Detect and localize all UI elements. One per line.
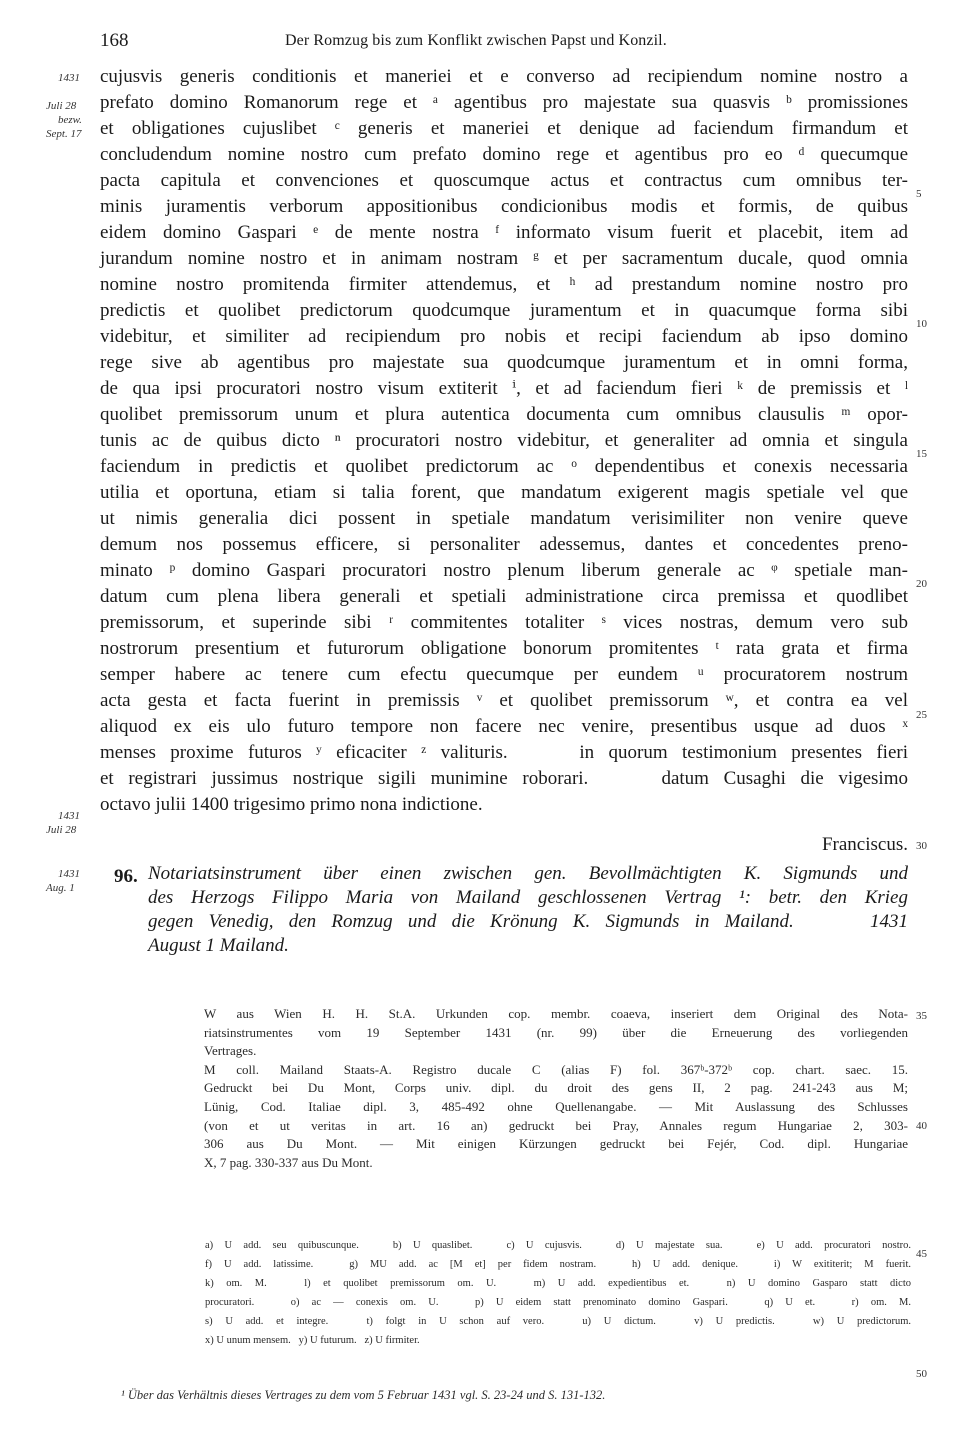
body-line: faciendum in predictis et quolibet predictorum ac ᵒ dependentibus et conexis necessaria [100,456,908,477]
body-line: et registrari jussimus nostrique sigili munimine roborari. datum Cusaghi die vigesimo [100,768,908,789]
line-number: 35 [916,1010,927,1022]
body-line: tunis ac de quibus dicto ⁿ procuratori nostro videbitur, et generaliter ad omnia et singula [100,430,908,451]
page-header [0,30,960,60]
source-line: M coll. Mailand Staats-A. Registro ducale C (alias F) fol. 367ᵇ-372ᵇ cop. chart. saec. 15. [204,1061,908,1077]
margin-date: bezw. [58,114,82,126]
title-line: August 1 Mailand. [148,935,289,956]
body-line: minis juramentis verborum appositionibus condicionibus modis et formis, de quibus [100,196,908,217]
footnote: ¹ Über das Verhältnis dieses Vertrages zu dem vom 5 Februar 1431 vgl. S. 23-24 und S. 131-132. [121,1388,606,1402]
source-line: W aus Wien H. H. St.A. Urkunden cop. membr. coaeva, inseriert dem Original des Nota- [204,1006,908,1021]
body-line: datum cum plena libera generali et spetiali administratione circa premissa et quodlibet [100,586,908,607]
signature: Franciscus. [821,834,908,855]
body-line: menses proxime futuros ʸ eficaciter ᶻ valituris. in quorum testimonium presentes fieri [100,742,908,763]
body-line: acta gesta et facta fuerint in premissis ᵛ et quolibet premissorum ʷ, et contra ea vel [100,690,908,711]
body-line: nostrorum presentium et futurorum obligatione bonorum promitentes ᵗ rata grata et firma [100,638,908,659]
body-line: videbitur, et similiter ad recipiendum pro nobis et recipi faciendum ab ipso domino [100,326,908,347]
variant-note-line: procuratori. o) ac — conexis om. U. p) U eidem statt prenominato domino Gaspari. q) U et. r) om. M. [205,1297,911,1308]
variant-note-line: s) U add. et integre. t) folgt in U schon auf vero. u) U dictum. v) U predictis. w) U predictorum. [205,1316,911,1327]
margin-date: 1431 [58,868,80,880]
body-line: concludendum nomine nostro cum prefato domino rege et agentibus pro eo ᵈ quecumque [100,144,908,165]
body-line: quolibet premissorum unum et plura autentica documenta cum omnibus clausulis ᵐ opor- [100,404,908,425]
line-number: 15 [916,448,927,460]
source-line: (von et ut veritas in art. 16 an) gedruckt bei Pray, Annales regum Hungariae 2, 303- [204,1117,908,1133]
source-line: Vertrages. [204,1043,257,1059]
source-line: X, 7 pag. 330-337 aus Du Mont. [204,1154,373,1170]
body-line: de qua ipsi procuratori nostro visum extiterit ⁱ, et ad faciendum fieri ᵏ de premissis et ˡ [100,378,908,399]
line-number: 5 [916,188,922,200]
line-number: 40 [916,1120,927,1132]
body-line: utilia et oportuna, etiam si talia forent, que mandatum exigerent magis spetiale vel que [100,482,908,503]
source-line: 306 aus Du Mont. — Mit einigen Kürzungen gedruckt bei Fejér, Cod. dipl. Hungariae [204,1136,908,1152]
margin-date: Juli 28 [46,824,77,836]
line-number: 20 [916,578,927,590]
body-line: octavo julii 1400 trigesimo primo nona indictione. [100,794,483,815]
body-line: predictis et quolibet predictorum quodcumque juramentum et in quacumque forma sibi [100,300,908,321]
body-line: aliquod ex eis ulo futuro tempore non facere nec venire, presentibus usque ad duos ˣ [100,716,908,737]
body-line: demum nos possemus efficere, si personaliter adessemus, dantes et concedentes preno- [100,534,908,555]
variant-note-line: x) U unum mensem. y) U futurum. z) U firmiter. [205,1335,420,1346]
margin-date: Aug. 1 [46,882,75,894]
line-number: 50 [916,1368,927,1380]
running-title: Der Romzug bis zum Konflikt zwischen Papst und Konzil. [285,32,667,49]
source-line: riatsinstrumentes vom 19 September 1431 (nr. 99) über die Erneuerung des vorliegenden [204,1024,908,1040]
body-line: rege sive ab agentibus pro majestate sua quodcumque juramentum et in omni forma, [100,352,908,373]
body-line: et obligationes cujuslibet ᶜ generis et maneriei et denique ad faciendum firmandum et [100,118,908,139]
margin-date: 1431 [58,810,80,822]
variant-note-line: a) U add. seu quibuscunque. b) U quaslibet. c) U cujusvis. d) U majestate sua. e) U add. procuratori nostro. [205,1240,911,1251]
body-line: ut nimis generalia dici possent in spetiale mandatum verisimiliter non venire queve [100,508,908,529]
body-line: eidem domino Gaspari ᵉ de mente nostra ᶠ informato visum fuerit et placebit, item ad [100,222,908,243]
body-line: pacta capitula et convenciones et quoscumque actus et contractus cum omnibus ter- [100,170,908,191]
document-number: 96. [114,866,138,887]
body-line: nomine nostro promitenda firmiter attendemus, et ʰ ad prestandum nomine nostro pro [100,274,908,295]
line-number: 10 [916,318,927,330]
title-line: Notariatsinstrument über einen zwischen gen. Bevollmächtigten K. Sigmunds und [148,863,908,884]
margin-date: 1431 [58,72,80,84]
body-line: cujusvis generis conditionis et maneriei et e converso ad recipiendum nomine nostro a [100,66,908,87]
margin-date: Juli 28 [46,100,77,112]
margin-date: Sept. 17 [46,128,82,140]
variant-note-line: f) U add. latissime. g) MU add. ac [M et] per fidem nostram. h) U add. denique. i) W exititerit; M fuerit. [205,1259,911,1270]
source-line: Lünig, Cod. Italiae dipl. 3, 485-492 ohne Quellenangabe. — Mit Auslassung des Schlusses [204,1099,908,1114]
body-line: premissorum, et superinde sibi ʳ commitentes totaliter ˢ vices nostras, demum vero sub [100,612,908,633]
title-line: des Herzogs Filippo Maria von Mailand geschlossenen Vertrag ¹: betr. den Krieg [148,887,908,908]
source-line: Gedruckt bei Du Mont, Corps univ. dipl. du droit des gens II, 2 pag. 241-243 aus M; [204,1080,908,1096]
line-number: 25 [916,709,927,721]
body-line: semper habere ac tenere cum efectu quecumque per eundem ᵘ procuratorem nostrum [100,664,908,685]
variant-note-line: k) om. M. l) et quolibet premissorum om. U. m) U add. expedientibus et. n) U domino Gasparo statt dicto [205,1278,911,1289]
body-line: jurandum nomine nostro et in animam nostram ᵍ et per sacramentum ducale, quod omnia [100,248,908,269]
body-line: minato ᵖ domino Gaspari procuratori nostro plenum liberum generale ac ᵠ spetiale man- [100,560,908,581]
line-number: 30 [916,840,927,852]
body-line: prefato domino Romanorum rege et ᵃ agentibus pro majestate sua quasvis ᵇ promissiones [100,92,908,113]
page-number: 168 [100,30,129,51]
title-line: gegen Venedig, den Romzug und die Krönung K. Sigmunds in Mailand. 1431 [148,911,908,932]
line-number: 45 [916,1248,927,1260]
